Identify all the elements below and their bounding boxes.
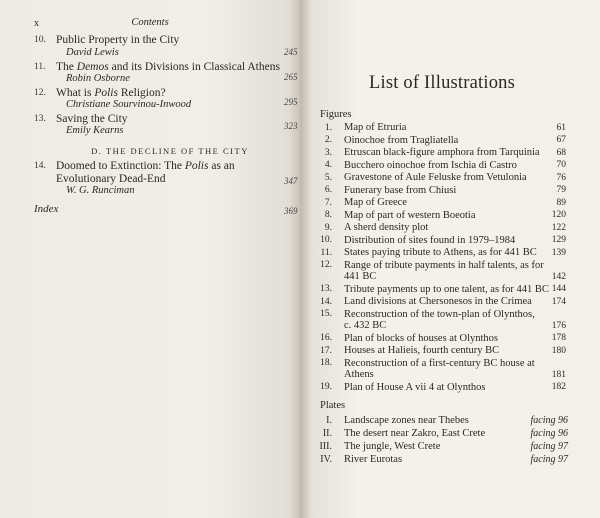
contents-entry-author: W. G. Runciman (66, 185, 135, 196)
index-entry-label: Index (34, 203, 59, 215)
figure-number: 18. (320, 358, 332, 369)
plate-title: The desert near Zakro, East Crete (344, 428, 486, 440)
contents-entry-title: Public Property in the City (56, 34, 180, 46)
contents-entry-number: 13. (34, 114, 46, 124)
figure-title: Map of Etruria (344, 122, 407, 133)
figure-number: 8. (324, 210, 332, 220)
section-heading: D. THE DECLINE OF THE CITY (91, 146, 249, 156)
plate-title: River Eurotas (344, 454, 403, 466)
contents-entry-page: 295 (284, 97, 298, 107)
figure-number: 5. (324, 172, 332, 183)
plate-title: The jungle, West Crete (344, 441, 441, 453)
contents-entry-title-continued: Evolutionary Dead-End (56, 173, 166, 185)
plate-page: facing 97 (530, 441, 568, 453)
contents-entry-author: Emily Kearns (66, 125, 124, 136)
illustrations-page (300, 0, 600, 518)
figure-page: 180 (551, 345, 566, 356)
figure-number: 4. (324, 160, 332, 170)
figure-page: 89 (556, 197, 566, 208)
contents-entry-number: 10. (34, 35, 46, 45)
figure-title-continued: c. 432 BC (344, 320, 387, 332)
figure-page: 67 (556, 135, 566, 145)
contents-entry-title: Doomed to Extinction: The Polis as an (56, 160, 235, 172)
figure-title: Reconstruction of a first-century BC house at (344, 357, 535, 369)
figure-title-continued: Athens (344, 369, 374, 381)
figure-title: Oinochoe from Tragliatella (344, 134, 459, 146)
contents-entry-author: Robin Osborne (66, 73, 130, 84)
figure-number: 11. (320, 247, 332, 258)
figure-page: 144 (551, 284, 566, 295)
figure-page: 182 (551, 382, 566, 393)
contents-entry-page: 323 (284, 121, 298, 131)
figure-title: Land divisions at Chersonesos in the Crimea (344, 296, 532, 308)
figure-title: Map of Greece (344, 197, 407, 208)
contents-entry-page: 347 (284, 176, 298, 186)
plate-page: facing 96 (530, 428, 568, 440)
figure-title: Funerary base from Chiusi (344, 184, 457, 196)
figure-title: Bucchero oinochoe from Ischia di Castro (344, 159, 517, 171)
figures-heading: Figures (320, 109, 352, 120)
page-folio: x (34, 18, 39, 29)
figure-number: 1. (324, 122, 332, 133)
figure-number: 12. (320, 260, 332, 270)
figure-number: 10. (320, 235, 332, 245)
contents-entry-title: What is Polis Religion? (56, 87, 166, 99)
plates-heading: Plates (320, 400, 346, 412)
plate-page: facing 96 (530, 415, 568, 427)
figure-number: 2. (324, 135, 332, 145)
figure-page: 174 (551, 296, 566, 307)
figure-page: 129 (551, 235, 566, 245)
figure-page: 142 (551, 271, 566, 282)
figure-title: Houses at Halieis, fourth century BC (344, 345, 500, 357)
figure-page: 176 (551, 320, 566, 331)
contents-entry-number: 12. (34, 88, 46, 98)
figure-title: Plan of House A vii 4 at Olynthos (344, 381, 486, 393)
plate-number: I. (326, 415, 332, 427)
figure-title: Plan of blocks of houses at Olynthos (344, 332, 498, 344)
contents-entry-number: 11. (34, 62, 46, 72)
figure-number: 9. (324, 222, 332, 233)
contents-entry-title: The Demos and its Divisions in Classical Athens (56, 61, 280, 73)
plate-title: Landscape zones near Thebes (344, 415, 469, 427)
contents-entry-author: Christiane Sourvinou-Inwood (66, 99, 192, 110)
contents-entry-author: David Lewis (66, 47, 119, 58)
figure-title: Tribute payments up to one talent, as for 441 BC (344, 283, 549, 295)
page-title: List of Illustrations (368, 73, 516, 93)
figure-title: Etruscan black-figure amphora from Tarquinia (344, 147, 540, 158)
figure-page: 120 (551, 210, 566, 220)
index-entry-page: 369 (284, 206, 298, 216)
figure-number: 15. (320, 309, 332, 320)
figure-page: 79 (556, 185, 566, 195)
figure-page: 122 (551, 222, 566, 233)
figure-page: 68 (556, 147, 566, 158)
figure-title: States paying tribute to Athens, as for 441 BC (344, 247, 537, 258)
figure-page: 70 (556, 160, 566, 170)
figure-page: 76 (556, 172, 566, 183)
contents-entry-number: 14. (34, 161, 46, 171)
figure-page: 181 (551, 369, 566, 380)
plate-number: II. (322, 428, 332, 440)
plate-page: facing 97 (530, 454, 568, 466)
plate-number: III. (319, 441, 332, 453)
figure-number: 14. (320, 296, 332, 307)
figure-title: Gravestone of Aule Feluske from Vetulonia (344, 172, 527, 183)
figure-page: 139 (551, 247, 566, 258)
contents-entry-title: Saving the City (56, 113, 128, 125)
figure-number: 7. (324, 197, 332, 208)
running-head: Contents (131, 17, 169, 28)
contents-entry-page: 245 (284, 47, 298, 57)
figure-page: 61 (556, 122, 566, 133)
figure-title: Reconstruction of the town-plan of Olynthos, (344, 308, 535, 320)
figure-page: 178 (551, 333, 566, 344)
figure-number: 17. (320, 345, 332, 356)
plate-number: IV. (320, 454, 332, 466)
figure-number: 3. (324, 147, 332, 158)
contents-entry-page: 265 (284, 72, 298, 82)
figure-number: 6. (324, 185, 332, 195)
figure-title: Distribution of sites found in 1979–1984 (344, 234, 516, 246)
figure-number: 16. (320, 333, 332, 344)
figure-title: A sherd density plot (344, 222, 429, 233)
figure-number: 13. (320, 284, 332, 295)
figure-number: 19. (320, 382, 332, 393)
figure-title: Map of part of western Boeotia (344, 209, 476, 221)
figure-title: Range of tribute payments in half talents, as for (344, 259, 544, 271)
figure-title-continued: 441 BC (344, 271, 377, 283)
